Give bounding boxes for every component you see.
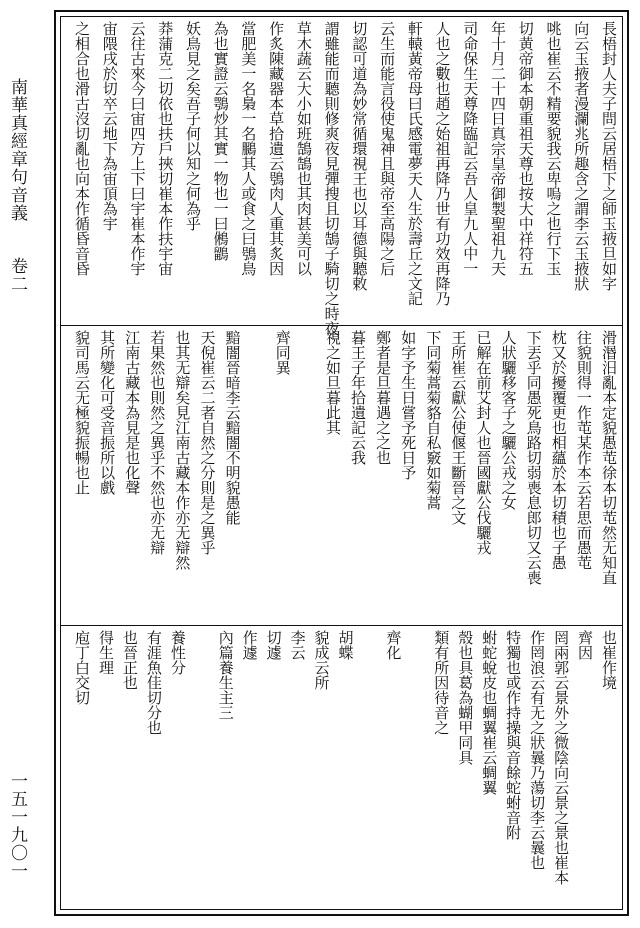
text-column: 貌成云所	[312, 630, 331, 690]
text-column	[187, 630, 209, 912]
text-column: 也晉正也	[120, 630, 139, 690]
text-column: 切遽	[264, 630, 283, 660]
text-column: 咷也崔云不精要貌我云卑嗚之也行下玉	[544, 21, 563, 276]
text-column: 天倪崔云二者自然之分則是之異乎	[198, 330, 217, 555]
text-column: 下同菊蒿菊貉自私竅如菊蒿	[424, 330, 443, 510]
text-column: 為也實證云鶚炒其實一物也一曰鵂鶹	[211, 21, 230, 261]
text-column: 視之如旦暮此其	[323, 330, 342, 435]
section-heading: 得生理	[96, 630, 115, 675]
margin-page-number: 一五一九〇一	[7, 772, 27, 880]
text-column: 若果然也則然之異乎不然也亦无辯	[148, 330, 167, 555]
text-column: 類有所因待音之	[432, 630, 451, 735]
text-column: 作遽	[240, 630, 259, 660]
text-column: 當肥美一名梟一名鵩其人或食之曰鴞鳥	[239, 21, 258, 276]
text-column: 人狀驪移客子之驪公戎之女	[499, 330, 518, 510]
section-heading: 養性分	[168, 630, 187, 675]
text-column: 下丟乎同愚死鳥路切弱喪息郎切又云喪	[524, 330, 543, 585]
text-column: 也崔作境	[599, 630, 618, 690]
middle-columns	[67, 330, 616, 620]
text-column: 其所變化可受音振所以戲	[98, 330, 117, 495]
text-column: 作炙陳藏器本草拾遺云鴞肉人重其炙因	[267, 21, 286, 276]
text-column: 黯闇晉暗李云黯闇不明貌愚能	[223, 330, 242, 525]
text-column: 特獨也或作持操與音餘蛇蚹音附	[504, 630, 523, 840]
upper-columns	[67, 21, 618, 336]
text-column: 切認可道為妙常循環視王也以耳德與聽敕	[350, 21, 369, 291]
text-column: 向云玉掖者漫瀾兆所趣含之謂李云玉掖狀	[572, 21, 591, 291]
text-column: 滑湣汨亂本定貌愚芚徐本切芚然无知直	[599, 330, 618, 585]
text-column: 蚹蛇蛻皮也蜩翼崔云蜩翼	[480, 630, 499, 795]
section-heading: 齊同異	[273, 330, 292, 375]
text-column: 草木蔬云大小如班鵠鵠也其肉甚美可以	[294, 21, 313, 276]
text-column: 貌司馬云无極貌振暢也止	[73, 330, 91, 495]
section-heading: 齊化	[384, 630, 403, 660]
text-column: 莽蒲克二切依也扶戶挾切崔本作扶宇宙	[156, 21, 175, 276]
text-column: 云生而能言役使鬼神且與帝至高陽之后	[378, 21, 397, 276]
text-column: 妖鳥見之矣吾子何以知之何為乎	[183, 21, 202, 231]
text-column: 人也之數也趙之始祖再降乃世有功效再降乃	[433, 21, 452, 306]
text-column: 云往古來今曰宙四方上下曰宇崔本作宇	[128, 21, 147, 276]
text-column: 司命保生天尊降臨記云吾人皇九人中一	[461, 21, 480, 276]
text-column: 長梧封人夫子問云居梧下之師玉掖旦如字	[599, 21, 618, 291]
text-column: 年十月二十四日真宗皇帝御製聖祖九天	[489, 21, 508, 276]
text-column: 往貌則得一作芚某作本云若思而愚芚	[574, 330, 593, 570]
text-column: 軒轅黃帝母曰氏感電夢天人生於壽丘之文記	[405, 21, 424, 306]
page-frame	[54, 10, 629, 916]
text-column: 鄭者是旦暮遇之之也	[374, 330, 393, 465]
chapter-heading: 內篇養生主三	[216, 630, 235, 720]
text-column: 切黄帝御本朝重祖天尊也按大中祥符五	[516, 21, 535, 276]
text-column: 枕又於擾覆更也相蘊於本切積也子愚	[549, 330, 568, 570]
text-column: 之相合也滑古沒切亂也向本作循昏音昏	[73, 21, 91, 276]
text-column: 作罔浪云有无之狀曩乃蕩切李云曩也	[528, 630, 547, 870]
text-column	[243, 330, 265, 620]
book-title: 南華真經章句音義	[7, 78, 27, 222]
text-column: 如字予生日嘗予死日予	[399, 330, 418, 480]
text-column: 也其无辯矣見江南古藏本作亦无辯然	[173, 330, 192, 570]
text-column: 王所崔云獻公使偃王斷晉之文	[449, 330, 468, 525]
text-column	[293, 330, 315, 620]
text-column: 庖丁白交切	[73, 630, 91, 705]
inner-frame	[60, 16, 623, 910]
text-column: 有涯魚佳切分也	[144, 630, 163, 735]
text-column: 暮王子年拾遺記云我	[349, 330, 368, 465]
margin-title	[8, 78, 30, 293]
text-column	[354, 630, 376, 912]
text-column: 謂雖能而聽則修爽夜見彈搜且切鵠子騎切之時夜	[322, 21, 341, 336]
text-column: 胡蝶	[336, 630, 355, 660]
volume-label: 卷二	[7, 257, 27, 293]
text-column: 李云	[288, 630, 307, 660]
middle-band	[61, 325, 622, 624]
text-column: 罔兩郭云景外之微陰向云景之景也崔本	[552, 630, 571, 885]
text-column: 宙隈戌於切卒云地下為宙頂為宇	[100, 21, 119, 231]
lower-columns	[67, 630, 616, 912]
upper-band	[61, 17, 622, 336]
text-column	[402, 630, 424, 912]
lower-band	[61, 625, 622, 916]
section-heading: 齊因	[576, 630, 595, 660]
text-column: 已解在前艾封人也晉國獻公伐驪戎	[474, 330, 493, 555]
text-column: 殼也具葛為蝴甲同具	[456, 630, 475, 765]
text-column: 江南古藏本為見是也化聲	[123, 330, 142, 495]
